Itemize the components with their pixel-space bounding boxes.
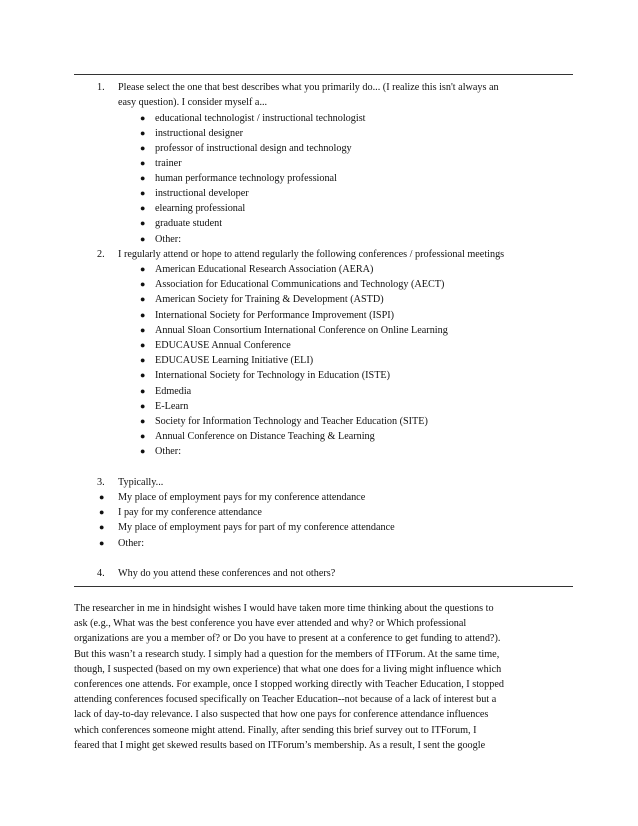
bullet-icon: ● [140,401,146,411]
bullet-icon: ● [140,128,146,138]
list-item: Other: [118,538,145,549]
bullet-icon: ● [140,386,146,396]
question-number: 2. [97,249,105,260]
list-item: EDUCAUSE Annual Conference [155,340,291,351]
list-item: EDUCAUSE Learning Initiative (ELI) [155,355,314,366]
bullet-icon: ● [140,279,146,289]
question-number: 3. [97,477,105,488]
bullet-icon: ● [99,492,105,502]
list-item: graduate student [155,218,223,229]
list-item: trainer [155,158,182,169]
bottom-rule [74,586,573,587]
question-number: 4. [97,568,105,579]
paragraph-line: attending conferences focused specifically on Teacher Education--not because of a lack of interest but a [74,694,497,706]
bullet-icon: ● [140,158,146,168]
bullet-icon: ● [140,416,146,426]
bullet-icon: ● [140,203,146,213]
paragraph-line: But this wasn’t a research study. I simply had a question for the members of ITForum. At the same time, [74,648,500,660]
bullet-icon: ● [140,340,146,350]
list-item: instructional designer [155,128,243,139]
bullet-icon: ● [140,431,146,441]
paragraph-line: conferences one attends. For example, once I stopped working directly with Teacher Education, I stopped [74,679,504,691]
paragraph-line: feared that I might get skewed results based on ITForum’s membership. As a result, I sent the google [74,739,486,751]
paragraph-line: organizations are you a member of? or Do you have to present at a conference to get funding to attend?). [74,633,501,645]
bullet-icon: ● [140,294,146,304]
top-rule [74,74,573,75]
list-item: Other: [155,234,182,245]
bullet-icon: ● [140,188,146,198]
list-item: American Educational Research Association (AERA) [155,264,374,275]
question-text: Please select the one that best describes what you primarily do... (I realize this isn't always an [118,82,499,93]
list-item: human performance technology professional [155,173,337,184]
bullet-icon: ● [140,370,146,380]
paragraph-line: ask (e.g., What was the best conference you have ever attended and why? or Which professional [74,618,467,630]
list-item: E-Learn [155,401,189,412]
list-item: professor of instructional design and technology [155,143,352,154]
list-item: Annual Conference on Distance Teaching & Learning [155,431,375,442]
bullet-icon: ● [140,355,146,365]
bullet-icon: ● [140,143,146,153]
list-item: Other: [155,446,182,457]
bullet-icon: ● [140,113,146,123]
bullet-icon: ● [140,325,146,335]
paragraph-line: The researcher in me in hindsight wishes I would have taken more time thinking about the questions to [74,603,494,614]
list-item: International Society for Technology in Education (ISTE) [155,370,391,381]
list-item: I pay for my conference attendance [118,507,262,518]
list-item: My place of employment pays for part of my conference attendance [118,522,395,533]
bullet-icon: ● [140,264,146,274]
bullet-icon: ● [140,446,146,456]
paragraph-line: though, I suspected (based on my own experience) that what one does for a living might influence which [74,663,502,675]
bullet-icon: ● [99,538,105,548]
bullet-icon: ● [140,218,146,228]
list-item: Association for Educational Communications and Technology (AECT) [155,279,445,290]
bullet-icon: ● [99,522,105,532]
list-item: elearning professional [155,203,246,214]
list-item: Annual Sloan Consortium International Conference on Online Learning [155,325,448,336]
list-item: American Society for Training & Development (ASTD) [155,294,384,305]
list-item: My place of employment pays for my conference attendance [118,492,366,503]
list-item: Society for Information Technology and Teacher Education (SITE) [155,416,428,427]
list-item: International Society for Performance Improvement (ISPI) [155,310,395,321]
paragraph-line: which conferences someone might attend. Finally, after sending this brief survey out to ITForum, I [74,724,477,736]
question-text: Why do you attend these conferences and not others? [118,568,336,579]
bullet-icon: ● [99,507,105,517]
list-item: Edmedia [155,386,192,397]
bullet-icon: ● [140,234,146,244]
bullet-icon: ● [140,310,146,320]
question-number: 1. [97,82,105,93]
question-text: Typically... [118,477,164,488]
bullet-icon: ● [140,173,146,183]
question-text-continued: easy question). I consider myself a... [118,97,268,108]
list-item: instructional developer [155,188,249,199]
body-paragraph [74,601,574,753]
list-item: educational technologist / instructional technologist [155,113,366,124]
paragraph-line: lack of day-to-day relevance. I also suspected that how one pays for conference attendance influences [74,709,489,721]
question-text: I regularly attend or hope to attend regularly the following conferences / professional meetings [118,249,505,260]
